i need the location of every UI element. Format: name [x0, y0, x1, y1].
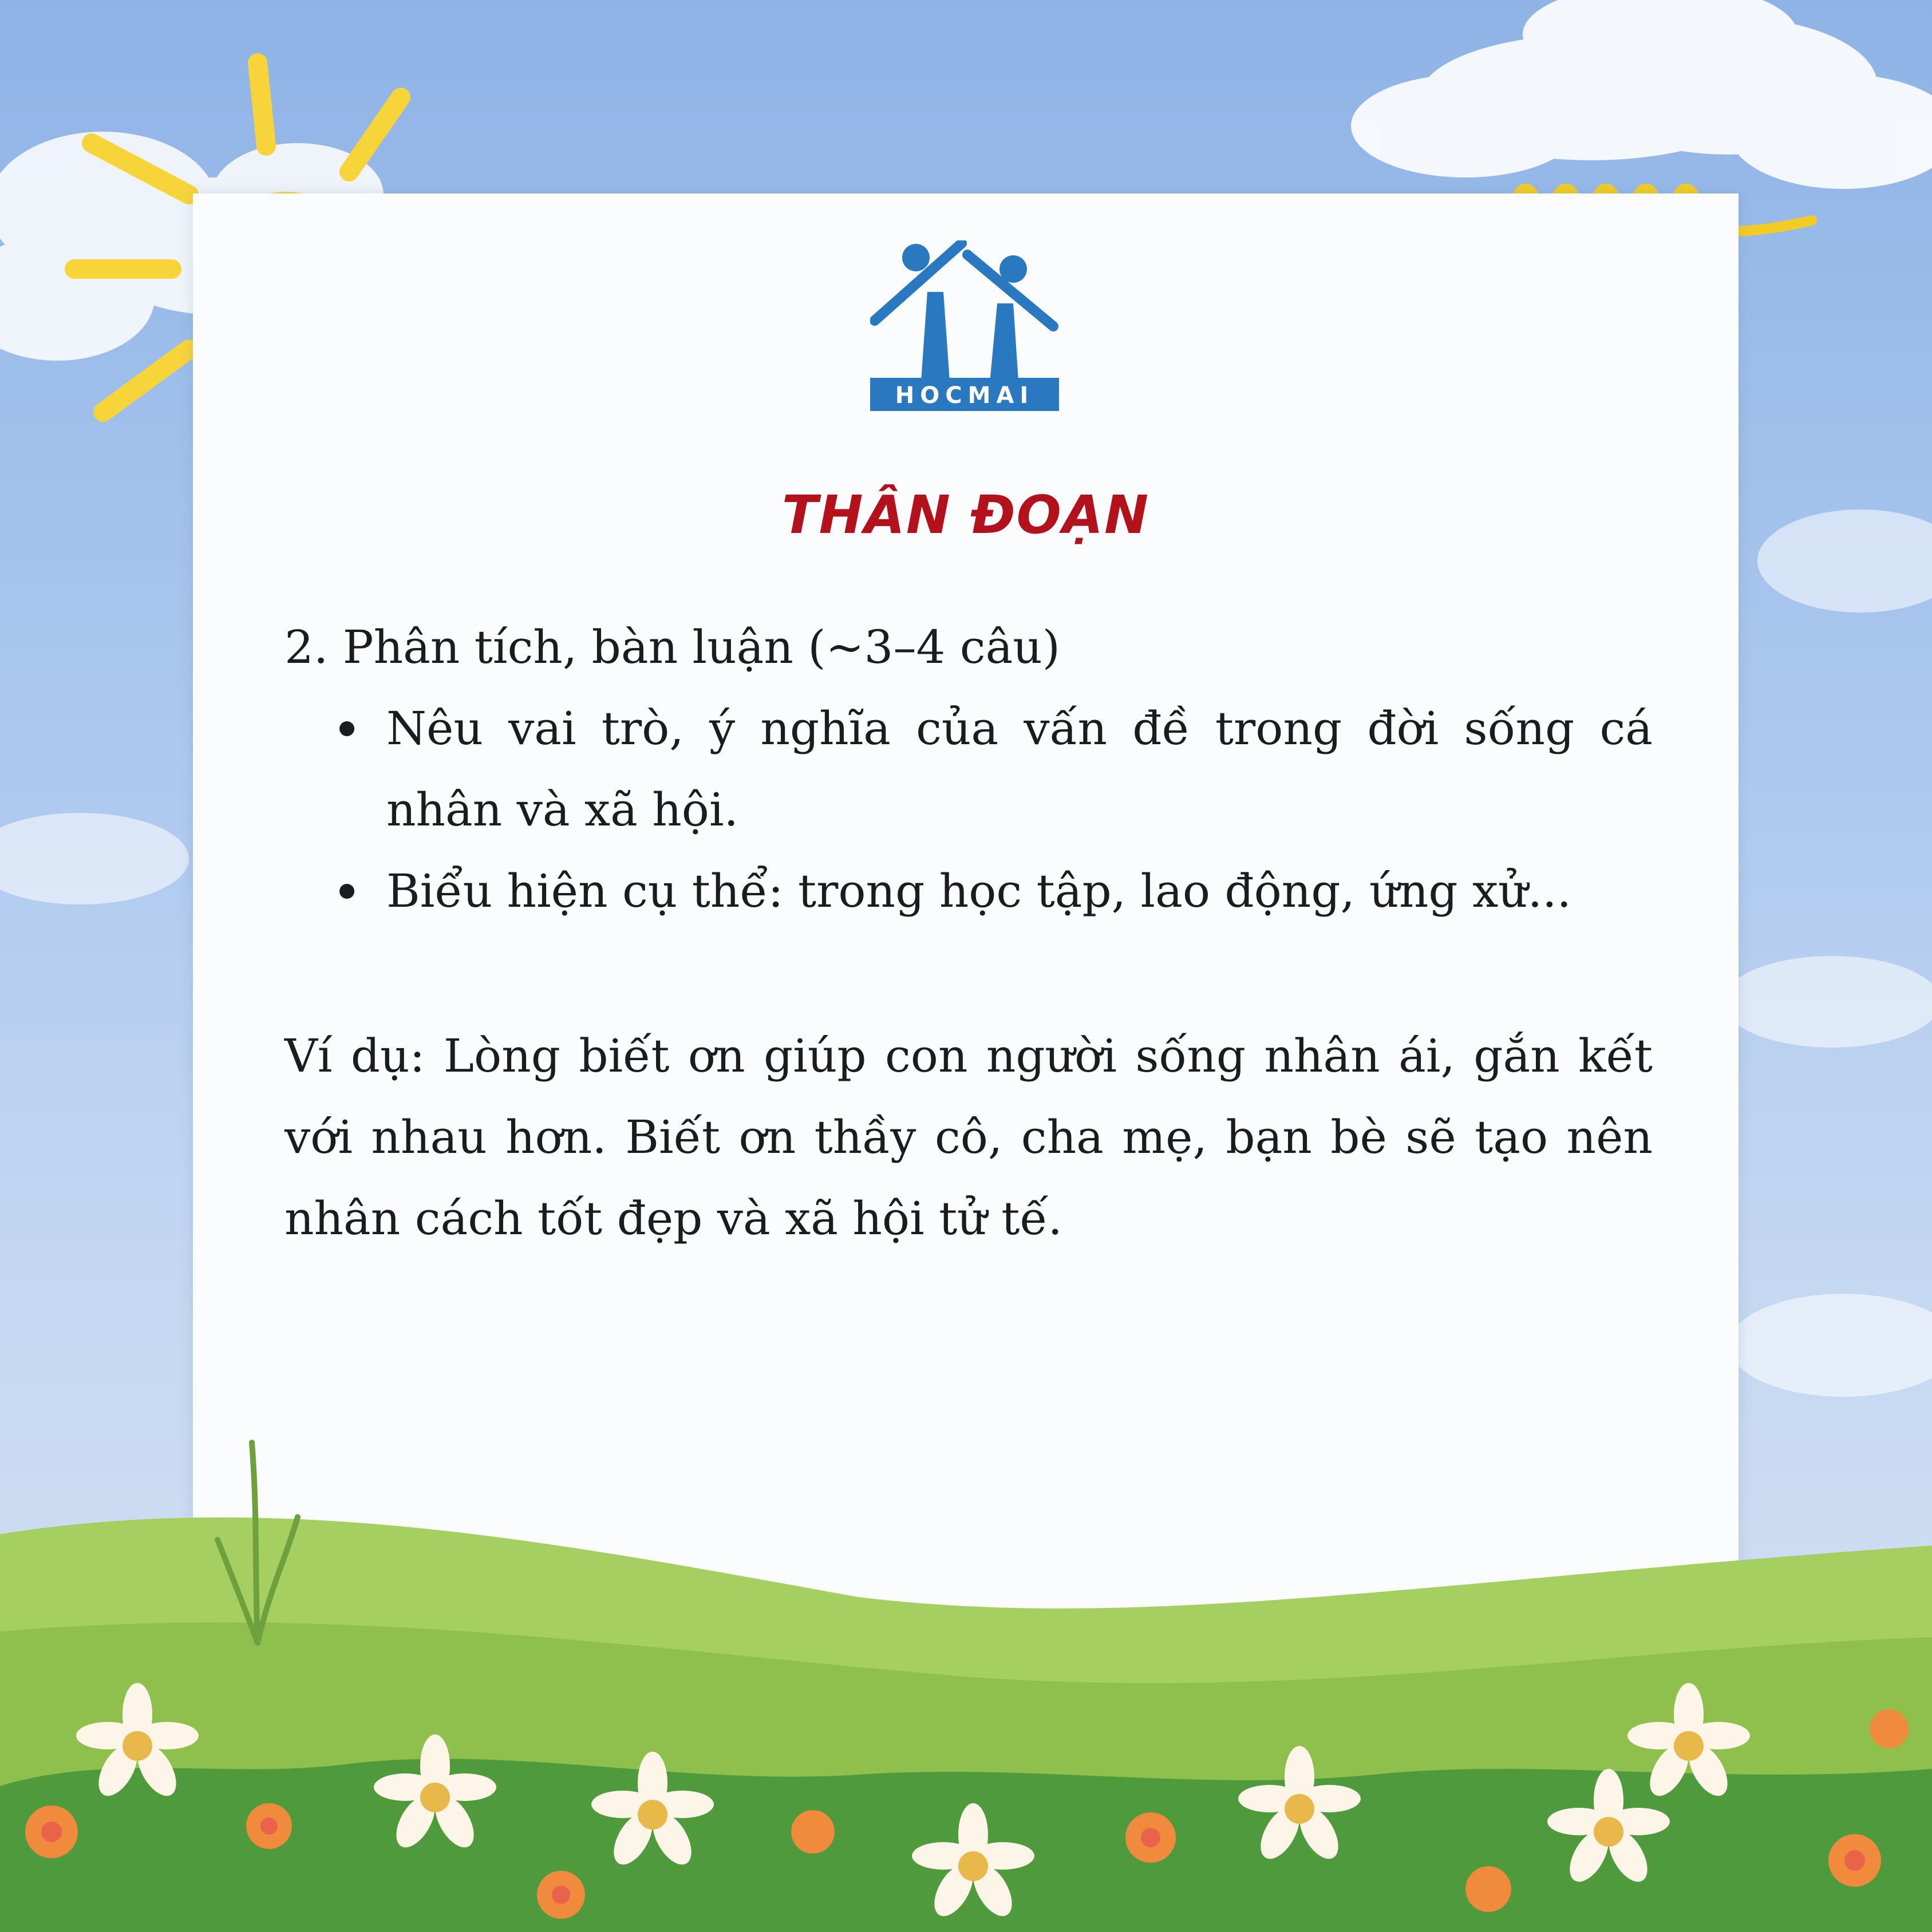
section-title: THÂN ĐOẠN [781, 484, 1150, 546]
section-heading: 2. Phân tích, bàn luận (~3–4 câu) [285, 621, 1060, 674]
bullet-item: Biểu hiện cụ thể: trong học tập, lao động, ứng xử... [386, 851, 1653, 932]
example-paragraph: Ví dụ: Lòng biết ơn giúp con người sống nhân ái, gắn kết với nhau hơn. Biết ơn thầy cô, cha mẹ, bạn bè sẽ tạo nên nhân cách tốt đẹp và xã hội tử tế. [285, 1029, 1653, 1245]
logo-text: HOCMAI [895, 382, 1034, 409]
bullet-item: Nêu vai trò, ý nghĩa của vấn đề trong đời sống cá nhân và xã hội. [386, 688, 1653, 851]
